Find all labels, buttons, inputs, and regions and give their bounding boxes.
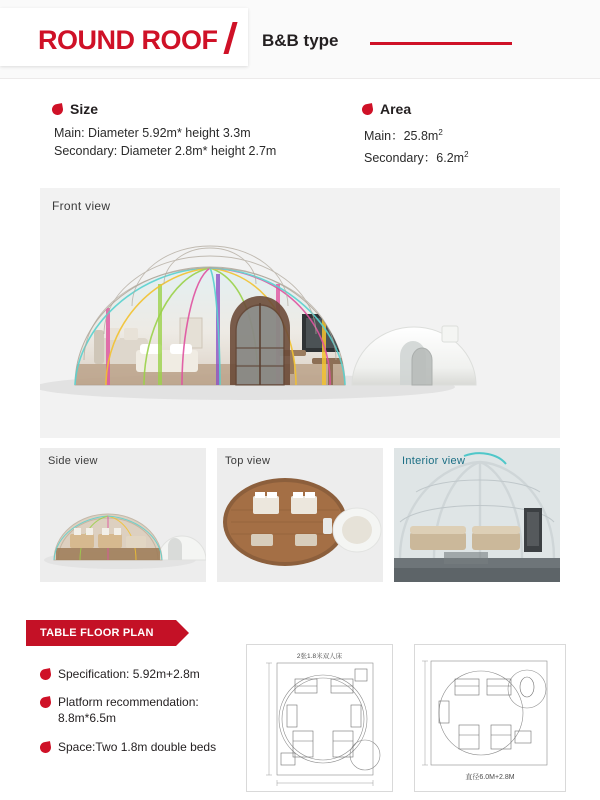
top-view-panel <box>217 448 383 582</box>
list-item <box>40 739 240 755</box>
spec-area-secondary-unit: 2 <box>464 149 469 159</box>
spec-area-block <box>362 101 469 166</box>
leaf-bullet-icon <box>39 741 52 754</box>
floor-plan-drawing-2 <box>414 644 566 792</box>
list-item <box>40 666 240 682</box>
page-title: ROUND ROOF <box>38 25 218 55</box>
spec-area-main-value: 25.8m <box>403 129 439 143</box>
title-underline-rule <box>370 42 512 45</box>
table-floor-plan-ribbon <box>26 620 176 646</box>
interior-view-label: Interior view <box>402 455 466 467</box>
floor-plan-detail-list <box>40 666 240 767</box>
spec-area-title: Area <box>380 101 412 117</box>
spec-area-secondary-label: Secondary： <box>364 151 437 165</box>
front-view-label: Front view <box>52 199 111 213</box>
leaf-bullet-icon <box>361 103 374 116</box>
front-view-panel <box>40 188 560 438</box>
floor-plan-specification: Specification: 5.92m+2.8m <box>58 667 200 681</box>
side-view-label: Side view <box>48 455 98 467</box>
page-subtitle: B&B type <box>262 31 339 50</box>
side-view-image <box>40 448 206 582</box>
spec-area-header <box>362 101 469 117</box>
floor-plan-space: Space:Two 1.8m double beds <box>58 739 217 754</box>
leaf-bullet-icon <box>51 103 64 116</box>
spec-size-block <box>52 101 276 158</box>
floor-plan-1-caption: 2张1.8米双人床 <box>296 653 343 660</box>
spec-size-title: Size <box>70 101 99 117</box>
floor-plan-platform: Platform recommendation: 8.8m*6.5m <box>58 695 199 726</box>
view-thumbnails-row <box>40 448 560 582</box>
spec-size-line-main: Main: Diameter 5.92m* height 3.3m <box>54 126 251 140</box>
spec-size-line-secondary: Secondary: Diameter 2.8m* height 2.7m <box>54 144 277 158</box>
leaf-bullet-icon <box>39 696 52 709</box>
floor-plan-drawing-1 <box>246 644 393 792</box>
leaf-bullet-icon <box>39 668 52 681</box>
page-header <box>0 0 600 79</box>
spec-area-secondary-value: 6.2m <box>436 151 465 165</box>
spec-area-line-main <box>364 126 469 144</box>
floor-plan-2-caption: 直径6.0M+2.8M <box>465 774 515 781</box>
side-view-panel <box>40 448 206 582</box>
top-view-image <box>217 448 383 582</box>
front-view-image <box>40 188 560 438</box>
interior-view-panel <box>394 448 560 582</box>
spec-area-main-label: Main： <box>364 129 404 143</box>
interior-view-image <box>394 448 560 582</box>
list-item <box>40 694 240 726</box>
spec-size-header <box>52 101 276 117</box>
spec-area-line-secondary <box>364 148 469 166</box>
spec-area-main-unit: 2 <box>438 127 443 137</box>
table-floor-plan-label: TABLE FLOOR PLAN <box>40 627 154 639</box>
top-view-label: Top view <box>225 455 271 467</box>
